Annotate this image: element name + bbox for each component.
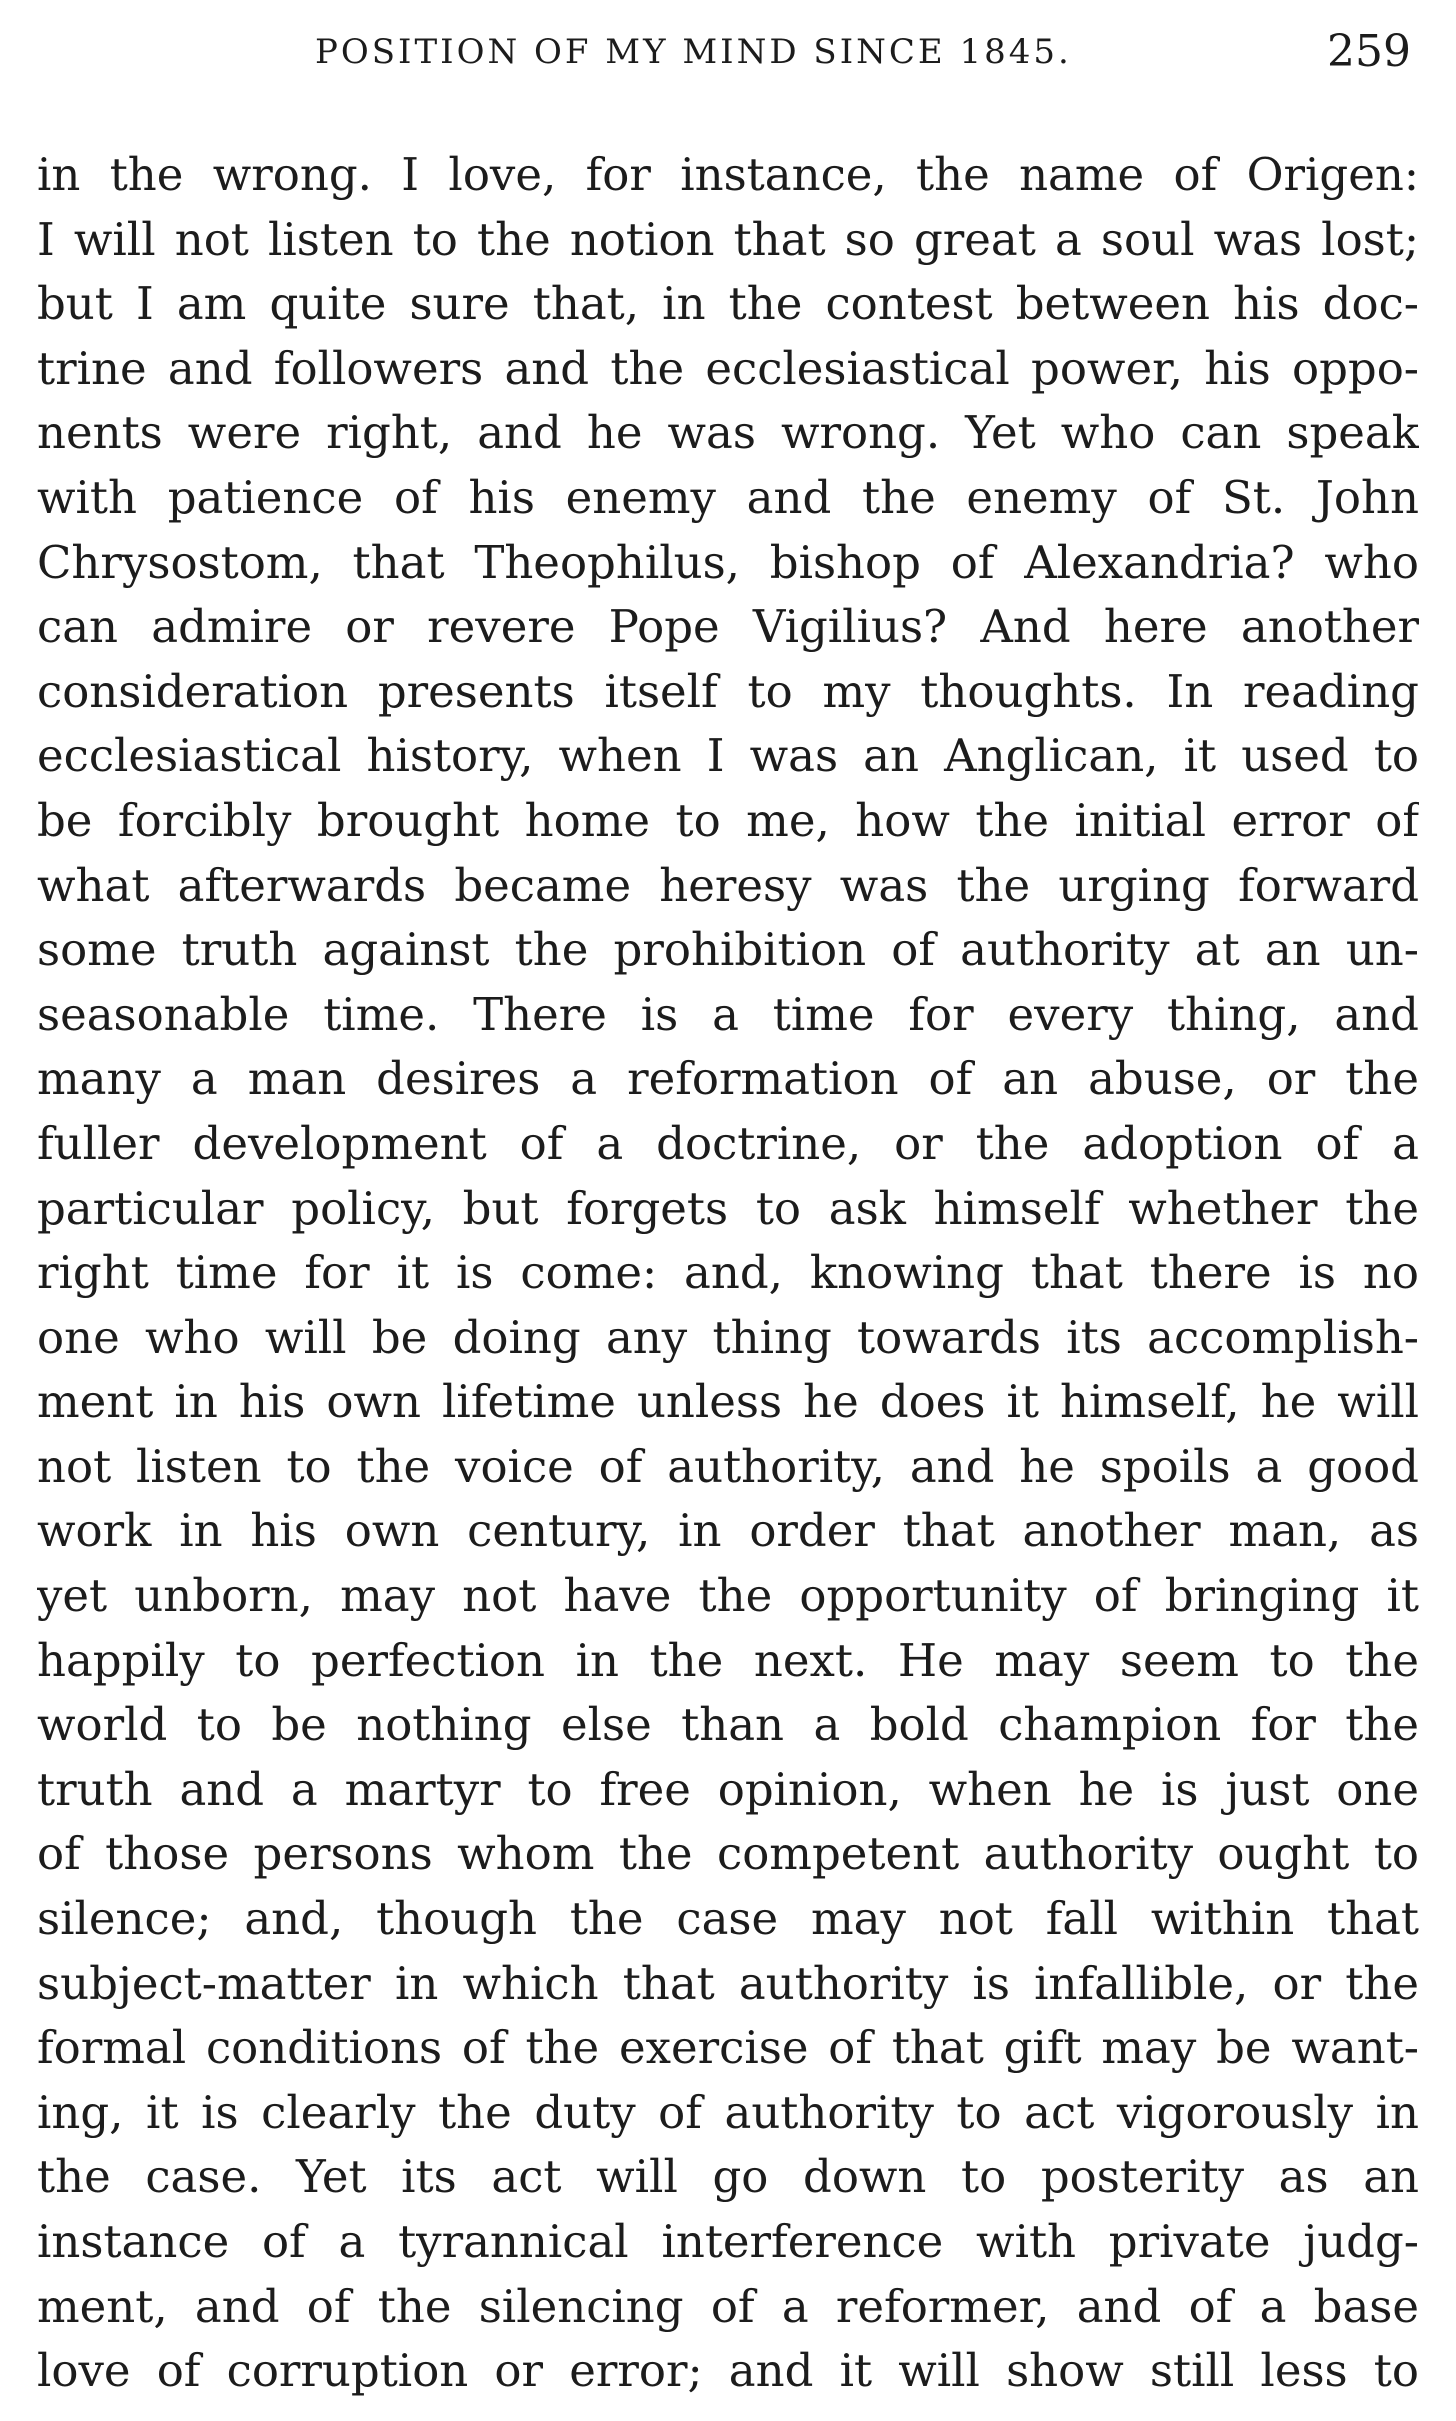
- page-number: 259: [1327, 26, 1411, 77]
- text-line: consideration presents itself to my thoughts. In reading: [37, 664, 1419, 718]
- text-line: I will not listen to the notion that so great a soul was lost;: [37, 212, 1419, 266]
- text-line: love of corruption or error; and it will show still less to: [37, 2344, 1419, 2398]
- text-line: in the wrong. I love, for instance, the name of Origen:: [37, 148, 1419, 201]
- text-line: with patience of his enemy and the enemy of St. John: [37, 470, 1419, 524]
- text-line: seasonable time. There is a time for every thing, and: [37, 987, 1419, 1041]
- text-line: nents were right, and he was wrong. Yet who can speak: [37, 406, 1419, 460]
- text-line: ment, and of the silencing of a reformer, and of a base: [37, 2279, 1419, 2333]
- text-line: can admire or revere Pope Vigilius? And here another: [37, 600, 1419, 654]
- text-line: ment in his own lifetime unless he does it himself, he will: [37, 1375, 1419, 1429]
- body-text: [37, 143, 1419, 2404]
- text-line: particular policy, but forgets to ask himself whether the: [37, 1181, 1419, 1235]
- text-line: world to be nothing else than a bold champion for the: [37, 1698, 1419, 1752]
- text-line: but I am quite sure that, in the contest between his doc-: [37, 277, 1419, 331]
- text-line: yet unborn, may not have the opportunity of bringing it: [37, 1569, 1419, 1623]
- text-line: of those persons whom the competent authority ought to: [37, 1827, 1419, 1881]
- text-line: truth and a martyr to free opinion, when he is just one: [37, 1762, 1419, 1816]
- text-line: one who will be doing any thing towards its accomplish-: [37, 1310, 1419, 1364]
- text-line: some truth against the prohibition of authority at an un-: [37, 923, 1419, 977]
- text-line: what afterwards became heresy was the urging forward: [37, 858, 1419, 912]
- text-line: silence; and, though the case may not fall within that: [37, 1892, 1419, 1946]
- text-line: subject-matter in which that authority is infallible, or the: [37, 1956, 1419, 2010]
- text-line: Chrysostom, that Theophilus, bishop of Alexandria? who: [37, 535, 1419, 589]
- text-line: formal conditions of the exercise of that gift may be want-: [37, 2021, 1419, 2075]
- text-line: not listen to the voice of authority, and he spoils a good: [37, 1439, 1419, 1493]
- text-line: the case. Yet its act will go down to posterity as an: [37, 2150, 1419, 2204]
- text-line: ecclesiastical history, when I was an Anglican, it used to: [37, 729, 1419, 783]
- text-line: happily to perfection in the next. He may seem to the: [37, 1633, 1419, 1687]
- text-line: work in his own century, in order that another man, as: [37, 1504, 1419, 1558]
- running-title: POSITION OF MY MIND SINCE 1845.: [315, 32, 1072, 72]
- text-line: fuller development of a doctrine, or the adoption of a: [37, 1116, 1419, 1170]
- running-head: [0, 26, 1456, 86]
- text-line: instance of a tyrannical interference with private judg-: [37, 2215, 1419, 2268]
- text-line: many a man desires a reformation of an abuse, or the: [37, 1052, 1419, 1106]
- text-line: ing, it is clearly the duty of authority to act vigorously in: [37, 2085, 1419, 2139]
- text-line: right time for it is come: and, knowing that there is no: [37, 1246, 1419, 1300]
- text-line: be forcibly brought home to me, how the initial error of: [37, 793, 1419, 847]
- text-line: trine and followers and the ecclesiastical power, his oppo-: [37, 341, 1419, 395]
